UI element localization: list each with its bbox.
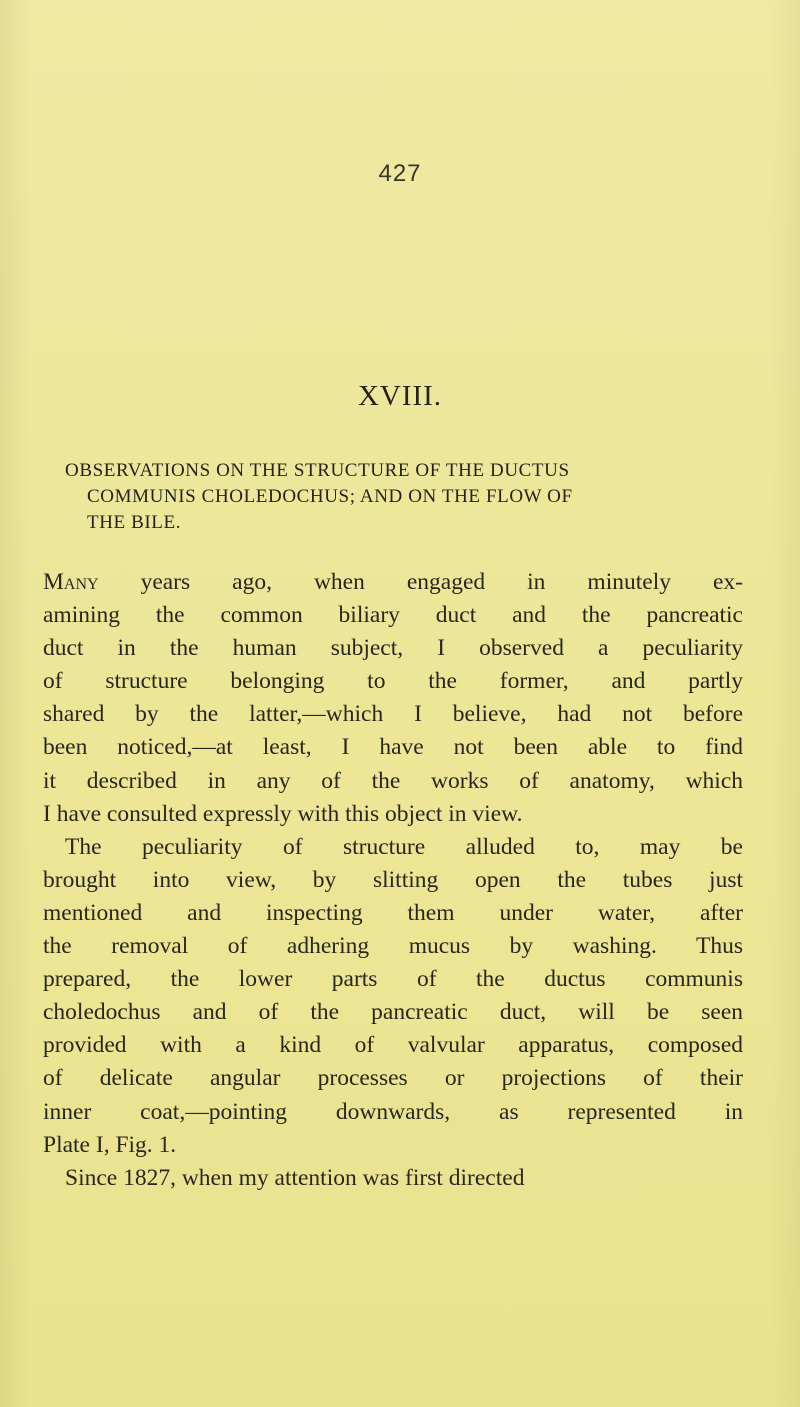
text-line: provided with a kind of valvular apparatus, composed [43,1032,743,1059]
chapter-title-line: COMMUNIS CHOLEDOCHUS; AND ON THE FLOW OF [87,486,573,507]
text-line: amining the common biliary duct and the pancreatic [43,602,743,629]
text-line-rest: years ago, when engaged in minutely ex- [98,569,743,595]
text-line: it described in any of the works of anatomy, which [43,767,743,794]
body-text [43,566,743,1195]
text-line: of delicate angular processes or projections of their [43,1065,743,1092]
chapter-title-line: THE BILE. [87,512,182,533]
opening-word: Many [43,569,99,595]
text-line: of structure belonging to the former, and partly [43,668,743,695]
text-line: choledochus and of the pancreatic duct, will be seen [43,999,743,1026]
text-line [43,566,743,599]
text-line: The peculiarity of structure alluded to, may be [65,833,743,860]
text-line: mentioned and inspecting them under water, after [43,899,743,926]
text-line: duct in the human subject, I observed a peculiarity [43,635,743,662]
text-line: Plate I, Fig. 1. [43,1131,177,1158]
text-line: shared by the latter,—which I believe, had not before [43,701,743,728]
page-number: 427 [378,160,422,187]
text-line: I have consulted expressly with this object in view. [43,800,523,827]
text-line: Since 1827, when my attention was first directed [65,1164,525,1191]
text-line: brought into view, by slitting open the tubes just [43,866,743,893]
text-line: inner coat,—pointing downwards, as represented in [43,1098,743,1125]
chapter-number: XVIII. [357,380,443,412]
chapter-title [65,458,735,536]
text-line: the removal of adhering mucus by washing. Thus [43,933,743,960]
chapter-title-line: OBSERVATIONS ON THE STRUCTURE OF THE DUCTUS [65,460,570,481]
text-line: prepared, the lower parts of the ductus communis [43,966,743,993]
text-line: been noticed,—at least, I have not been able to find [43,734,743,761]
